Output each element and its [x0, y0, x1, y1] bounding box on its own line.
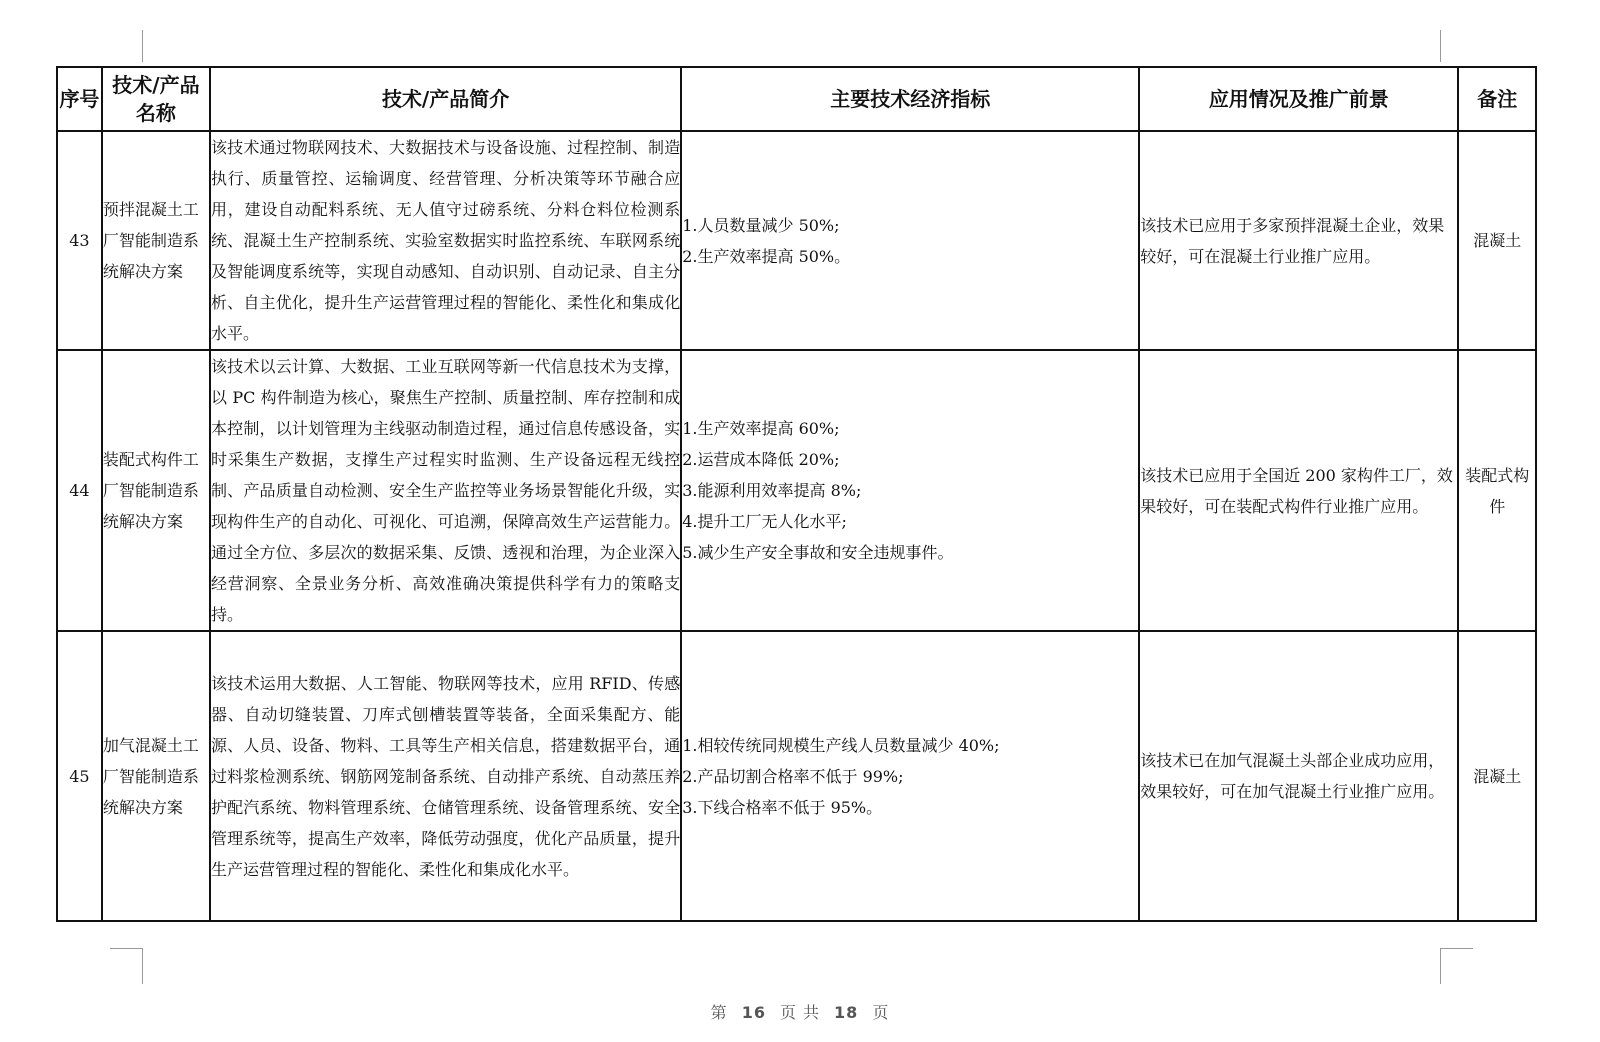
header-no: 序号 [57, 67, 102, 131]
product-name: 加气混凝土工厂智能制造系统解决方案 [102, 631, 210, 921]
product-intro: 该技术通过物联网技术、大数据技术与设备设施、过程控制、制造执行、质量管控、运输调度、经营管理、分析决策等环节融合应用，建设自动配料系统、无人值守过磅系统、分料仓料位检测系统、混凝土生产控制系统、实验室数据实时监控系统、车联网系统及智能调度系统等，实现自动感知、自动识别、自动记录、自主分析、自主优化，提升生产运营管理过程的智能化、柔性化和集成化水平。 [210, 131, 681, 350]
indicator-item: 1.相较传统同规模生产线人员数量减少 40%; [682, 735, 1000, 755]
product-name: 预拌混凝土工厂智能制造系统解决方案 [102, 131, 210, 350]
crop-mark-top-right-vertical [1440, 30, 1441, 62]
indicator-item: 1.生产效率提高 60%; [682, 419, 840, 438]
footer-prefix: 第 [710, 1003, 728, 1022]
indicator-item: 4.提升工厂无人化水平; [682, 512, 847, 531]
crop-mark-top-left-vertical [142, 30, 143, 62]
footer-suffix: 页 [872, 1003, 890, 1022]
header-row [57, 67, 1536, 131]
crop-mark-bottom-right-vertical [1440, 948, 1441, 984]
header-name: 技术/产品名称 [102, 67, 210, 131]
application-text: 该技术已应用于多家预拌混凝土企业，效果较好，可在混凝土行业推广应用。 [1139, 131, 1458, 350]
technology-table [56, 66, 1537, 922]
indicator-item: 5.减少生产安全事故和安全违规事件。 [682, 543, 954, 562]
header-application: 应用情况及推广前景 [1139, 67, 1458, 131]
indicator-item: 2.产品切割合格率不低于 99%; [682, 766, 904, 786]
indicator-item: 2.运营成本降低 20%; [682, 450, 840, 469]
crop-mark-bottom-right-horizontal [1440, 948, 1473, 949]
header-note: 备注 [1458, 67, 1536, 131]
application-text: 该技术已在加气混凝土头部企业成功应用，效果较好，可在加气混凝土行业推广应用。 [1139, 631, 1458, 921]
product-intro: 该技术以云计算、大数据、工业互联网等新一代信息技术为支撑，以 PC 构件制造为核心，聚焦生产控制、质量控制、库存控制和成本控制，以计划管理为主线驱动制造过程，通过信息传感设备，实时采集生产数据，支撑生产过程实时监测、生产设备远程无线控制、产品质量自动检测、安全生产监控等业务场景智能化升级，实现构件生产的自动化、可视化、可追溯，保障高效生产运营能力。通过全方位、多层次的数据采集、反馈、透视和治理，为企业深入经营洞察、全景业务分析、高效准确决策提供科学有力的策略支持。 [210, 350, 681, 631]
product-name: 装配式构件工厂智能制造系统解决方案 [102, 350, 210, 631]
header-indicators: 主要技术经济指标 [681, 67, 1139, 131]
crop-mark-bottom-left-vertical [142, 948, 143, 984]
note-text: 混凝土 [1458, 631, 1536, 921]
indicators-cell [681, 350, 1139, 631]
table-row [57, 350, 1536, 631]
indicator-item: 3.下线合格率不低于 95%。 [682, 797, 883, 817]
note-text: 混凝土 [1458, 131, 1536, 350]
application-text: 该技术已应用于全国近 200 家构件工厂，效果较好，可在装配式构件行业推广应用。 [1139, 350, 1458, 631]
product-intro: 该技术运用大数据、人工智能、物联网等技术，应用 RFID、传感器、自动切缝装置、刀库式刨槽装置等装备，全面采集配方、能源、人员、设备、物料、工具等生产相关信息，搭建数据平台，通过料浆检测系统、钢筋网笼制备系统、自动排产系统、自动蒸压养护配汽系统、物料管理系统、仓储管理系统、设备管理系统、安全管理系统等，提高生产效率，降低劳动强度，优化产品质量，提升生产运营管理过程的智能化、柔性化和集成化水平。 [210, 631, 681, 921]
footer-middle: 页 共 [779, 1003, 821, 1022]
indicator-item: 3.能源利用效率提高 8%; [682, 481, 862, 500]
note-text: 装配式构件 [1458, 350, 1536, 631]
page-footer [0, 1000, 1600, 1023]
indicators-cell [681, 631, 1139, 921]
crop-mark-bottom-left-horizontal [110, 948, 143, 949]
row-number: 43 [57, 131, 102, 350]
header-intro: 技术/产品简介 [210, 67, 681, 131]
table-row [57, 131, 1536, 350]
indicator-item: 2.生产效率提高 50%。 [682, 246, 851, 266]
row-number: 45 [57, 631, 102, 921]
row-number: 44 [57, 350, 102, 631]
table-row [57, 631, 1536, 921]
indicators-cell [681, 131, 1139, 350]
indicator-item: 1.人员数量减少 50%; [682, 215, 840, 235]
current-page-number: 16 [741, 1003, 766, 1022]
total-page-number: 18 [834, 1003, 859, 1022]
